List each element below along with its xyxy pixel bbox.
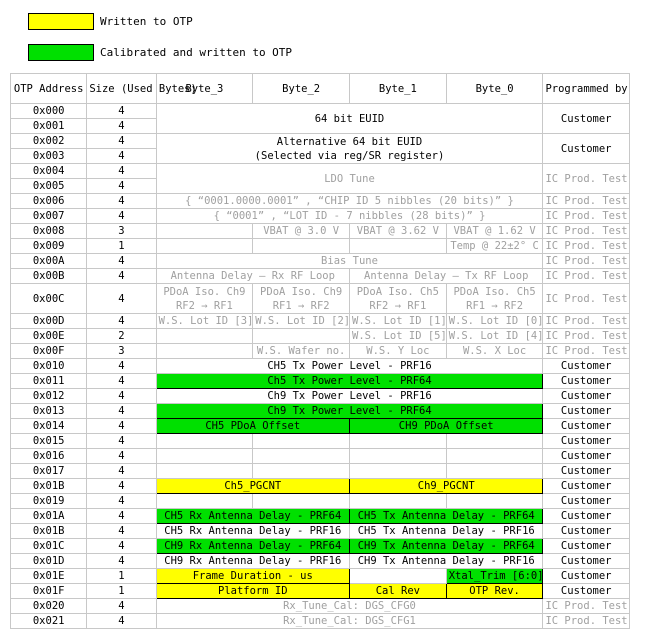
programmed-by-cell: IC Prod. Test [543,239,630,254]
ch9-pdoa-offset-cell: CH9 PDoA Offset [350,419,543,434]
table-row [11,419,630,434]
size-cell: 4 [87,359,156,374]
table-row [11,434,630,449]
empty-cell [350,434,447,449]
address-cell: 0x006 [11,194,87,209]
header-byte0: Byte_0 [446,74,543,104]
alt-euid-cell [156,134,543,164]
address-cell: 0x016 [11,449,87,464]
ch5-rx-antenna-delay-prf16-cell: CH5 Rx Antenna Delay - PRF16 [156,524,349,539]
size-cell: 4 [87,464,156,479]
address-cell: 0x00B [11,269,87,284]
empty-cell [253,449,350,464]
antenna-delay-rx-cell: Antenna Delay – Rx RF Loop [156,269,349,284]
ws-lot-id-cell: W.S. Lot ID [0] [446,314,543,329]
empty-cell [253,464,350,479]
table-row [11,359,630,374]
ch9-tx-power-prf64-cell: Ch9 Tx Power Level - PRF64 [156,404,543,419]
address-cell: 0x011 [11,374,87,389]
table-row [11,284,630,314]
address-cell: 0x00E [11,329,87,344]
address-cell: 0x014 [11,419,87,434]
ws-lot-id-cell: W.S. Lot ID [5] [350,329,447,344]
empty-cell [253,239,350,254]
size-cell: 4 [87,449,156,464]
header-size: Size (Used Bytes) [87,74,156,104]
pdoa-iso-line: RF2 → RF1 [175,299,233,312]
size-cell: 4 [87,554,156,569]
address-cell: 0x008 [11,224,87,239]
pdoa-iso-cell [446,284,543,314]
size-cell: 4 [87,539,156,554]
programmed-by-cell: Customer [543,374,630,389]
table-row [11,599,630,614]
rx-tune-cal-cfg1-cell: Rx_Tune_Cal: DGS_CFG1 [156,614,543,629]
table-row [11,524,630,539]
pdoa-iso-line: PDoA Iso. Ch5 [356,285,439,298]
vbat-1v62-cell: VBAT @ 1.62 V [446,224,543,239]
table-row [11,614,630,629]
alt-euid-line2: (Selected via reg/SR register) [254,149,445,162]
table-row [11,479,630,494]
cal-rev-cell: Cal Rev [350,584,447,599]
pdoa-iso-line: RF1 → RF2 [272,299,330,312]
size-cell: 1 [87,569,156,584]
address-cell: 0x01A [11,509,87,524]
pdoa-iso-line: PDoA Iso. Ch9 [163,285,246,298]
table-row [11,464,630,479]
platform-id-cell: Platform ID [156,584,349,599]
size-cell: 1 [87,584,156,599]
empty-cell [156,449,253,464]
ch5-rx-antenna-delay-prf64-cell: CH5 Rx Antenna Delay - PRF64 [156,509,349,524]
address-cell: 0x01D [11,554,87,569]
chip-id-cell: { “0001.0000.0001” , “CHIP ID 5 nibbles (20 bits)” } [156,194,543,209]
otp-memory-table [10,73,630,629]
address-cell: 0x000 [11,104,87,119]
table-row [11,539,630,554]
table-row [11,224,630,239]
size-cell: 4 [87,164,156,179]
size-cell: 4 [87,479,156,494]
programmed-by-cell: IC Prod. Test [543,599,630,614]
header-byte3: Byte_3 [156,74,253,104]
empty-cell [253,434,350,449]
address-cell: 0x012 [11,389,87,404]
programmed-by-cell: IC Prod. Test [543,194,630,209]
pdoa-iso-cell [253,284,350,314]
programmed-by-cell: Customer [543,539,630,554]
empty-cell [156,434,253,449]
address-cell: 0x00D [11,314,87,329]
antenna-delay-tx-cell: Antenna Delay – Tx RF Loop [350,269,543,284]
programmed-by-cell: IC Prod. Test [543,314,630,329]
address-cell: 0x00F [11,344,87,359]
programmed-by-cell: Customer [543,569,630,584]
programmed-by-cell: Customer [543,419,630,434]
table-row [11,374,630,389]
size-cell: 4 [87,404,156,419]
programmed-by-cell: IC Prod. Test [543,269,630,284]
address-cell: 0x021 [11,614,87,629]
programmed-by-cell: IC Prod. Test [543,614,630,629]
empty-cell [350,449,447,464]
header-otp-address: OTP Address [11,74,87,104]
table-row [11,134,630,149]
programmed-by-cell: IC Prod. Test [543,224,630,239]
temp-cell: Temp @ 22±2° C [446,239,543,254]
programmed-by-cell: Customer [543,584,630,599]
address-cell: 0x003 [11,149,87,164]
empty-cell [156,329,253,344]
address-cell: 0x01E [11,569,87,584]
pdoa-iso-line: PDoA Iso. Ch9 [260,285,343,298]
address-cell: 0x017 [11,464,87,479]
otp-rev-cell: OTP Rev. [446,584,543,599]
legend-written [28,13,193,30]
programmed-by-cell: IC Prod. Test [543,284,630,314]
address-cell: 0x019 [11,494,87,509]
header-programmed-by: Programmed by [543,74,630,104]
address-cell: 0x004 [11,164,87,179]
table-row [11,404,630,419]
size-cell: 4 [87,374,156,389]
size-cell: 4 [87,209,156,224]
ws-lot-id-cell: W.S. Lot ID [2] [253,314,350,329]
table-row [11,449,630,464]
ldo-tune-cell: LDO Tune [156,164,543,194]
programmed-by-cell: Customer [543,479,630,494]
programmed-by-cell: Customer [543,494,630,509]
address-cell: 0x013 [11,404,87,419]
programmed-by-cell: IC Prod. Test [543,329,630,344]
programmed-by-cell: IC Prod. Test [543,164,630,194]
header-byte1: Byte_1 [350,74,447,104]
address-cell: 0x002 [11,134,87,149]
size-cell: 4 [87,194,156,209]
size-cell: 4 [87,389,156,404]
ws-lot-id-cell: W.S. Lot ID [3] [156,314,253,329]
address-cell: 0x00A [11,254,87,269]
table-row [11,554,630,569]
programmed-by-cell: Customer [543,434,630,449]
size-cell: 4 [87,149,156,164]
empty-cell [350,464,447,479]
pdoa-iso-line: RF2 → RF1 [369,299,427,312]
empty-cell [350,239,447,254]
ws-y-loc-cell: W.S. Y Loc [350,344,447,359]
table-row [11,584,630,599]
table-row [11,314,630,329]
size-cell: 4 [87,614,156,629]
programmed-by-cell: Customer [543,104,630,134]
ch5-tx-antenna-delay-prf16-cell: CH5 Tx Antenna Delay - PRF16 [350,524,543,539]
table-row [11,194,630,209]
vbat-3v62-cell: VBAT @ 3.62 V [350,224,447,239]
pdoa-iso-line: PDoA Iso. Ch5 [453,285,536,298]
address-cell: 0x010 [11,359,87,374]
size-cell: 4 [87,119,156,134]
alt-euid-line1: Alternative 64 bit EUID [276,135,423,148]
ch5-pdoa-offset-cell: CH5 PDoA Offset [156,419,349,434]
legend-label: Written to OTP [100,15,193,28]
size-cell: 4 [87,179,156,194]
address-cell: 0x020 [11,599,87,614]
euid-cell: 64 bit EUID [156,104,543,134]
programmed-by-cell: Customer [543,359,630,374]
address-cell: 0x01B [11,524,87,539]
table-row [11,329,630,344]
programmed-by-cell: Customer [543,449,630,464]
table-header-row [11,74,630,104]
ch9-tx-antenna-delay-prf64-cell: CH9 Tx Antenna Delay - PRF64 [350,539,543,554]
legend-label: Calibrated and written to OTP [100,46,293,59]
size-cell: 4 [87,599,156,614]
size-cell: 4 [87,269,156,284]
address-cell: 0x007 [11,209,87,224]
size-cell: 4 [87,419,156,434]
size-cell: 4 [87,494,156,509]
address-cell: 0x009 [11,239,87,254]
table-row [11,389,630,404]
table-row [11,104,630,119]
size-cell: 2 [87,329,156,344]
address-cell: 0x01C [11,539,87,554]
frame-duration-cell: Frame Duration - us [156,569,349,584]
pdoa-iso-line: RF1 → RF2 [466,299,524,312]
size-cell: 3 [87,224,156,239]
size-cell: 4 [87,314,156,329]
table-row [11,209,630,224]
empty-cell [350,494,447,509]
address-cell: 0x01F [11,584,87,599]
programmed-by-cell: IC Prod. Test [543,254,630,269]
table-row [11,569,630,584]
empty-cell [446,449,543,464]
programmed-by-cell: Customer [543,524,630,539]
legend-swatch-yellow [28,13,94,30]
programmed-by-cell: Customer [543,464,630,479]
address-cell: 0x001 [11,119,87,134]
size-cell: 4 [87,434,156,449]
ws-lot-id-cell: W.S. Lot ID [4] [446,329,543,344]
empty-cell [156,494,253,509]
legend-swatch-green [28,44,94,61]
empty-cell [446,434,543,449]
empty-cell [446,494,543,509]
programmed-by-cell: IC Prod. Test [543,344,630,359]
empty-cell [156,464,253,479]
empty-cell [350,569,447,584]
address-cell: 0x01B [11,479,87,494]
empty-cell [253,494,350,509]
programmed-by-cell: IC Prod. Test [543,209,630,224]
ws-lot-id-cell: W.S. Lot ID [1] [350,314,447,329]
size-cell: 4 [87,254,156,269]
ws-x-loc-cell: W.S. X Loc [446,344,543,359]
programmed-by-cell: Customer [543,134,630,164]
ch9-tx-antenna-delay-prf16-cell: CH9 Tx Antenna Delay - PRF16 [350,554,543,569]
programmed-by-cell: Customer [543,389,630,404]
programmed-by-cell: Customer [543,509,630,524]
size-cell: 4 [87,134,156,149]
empty-cell [156,239,253,254]
table-row [11,344,630,359]
size-cell: 4 [87,284,156,314]
size-cell: 4 [87,524,156,539]
rx-tune-cal-cfg0-cell: Rx_Tune_Cal: DGS_CFG0 [156,599,543,614]
address-cell: 0x005 [11,179,87,194]
programmed-by-cell: Customer [543,404,630,419]
size-cell: 4 [87,104,156,119]
size-cell: 1 [87,239,156,254]
lot-id-cell: { “0001” , “LOT ID - 7 nibbles (28 bits)” } [156,209,543,224]
table-row [11,164,630,179]
ch9-rx-antenna-delay-prf64-cell: CH9 Rx Antenna Delay - PRF64 [156,539,349,554]
empty-cell [156,344,253,359]
table-row [11,494,630,509]
size-cell: 3 [87,344,156,359]
ch9-tx-power-prf16-cell: Ch9 Tx Power Level - PRF16 [156,389,543,404]
header-byte2: Byte_2 [253,74,350,104]
programmed-by-cell: Customer [543,554,630,569]
ch9-pgcnt-cell: Ch9_PGCNT [350,479,543,494]
address-cell: 0x00C [11,284,87,314]
legend-calibrated [28,44,292,61]
pdoa-iso-cell [350,284,447,314]
vbat-3v0-cell: VBAT @ 3.0 V [253,224,350,239]
table-row [11,509,630,524]
address-cell: 0x015 [11,434,87,449]
empty-cell [446,464,543,479]
ch9-rx-antenna-delay-prf16-cell: CH9 Rx Antenna Delay - PRF16 [156,554,349,569]
table-row [11,269,630,284]
table-row [11,239,630,254]
size-cell: 4 [87,509,156,524]
bias-tune-cell: Bias Tune [156,254,543,269]
table-row [11,254,630,269]
ch5-tx-power-prf16-cell: CH5 Tx Power Level - PRF16 [156,359,543,374]
xtal-trim-cell: Xtal_Trim [6:0] [446,569,543,584]
pdoa-iso-cell [156,284,253,314]
ch5-tx-antenna-delay-prf64-cell: CH5 Tx Antenna Delay - PRF64 [350,509,543,524]
ch5-tx-power-prf64-cell: Ch5 Tx Power Level - PRF64 [156,374,543,389]
ws-wafer-cell: W.S. Wafer no. [253,344,350,359]
empty-cell [156,224,253,239]
empty-cell [253,329,350,344]
ch5-pgcnt-cell: Ch5_PGCNT [156,479,349,494]
